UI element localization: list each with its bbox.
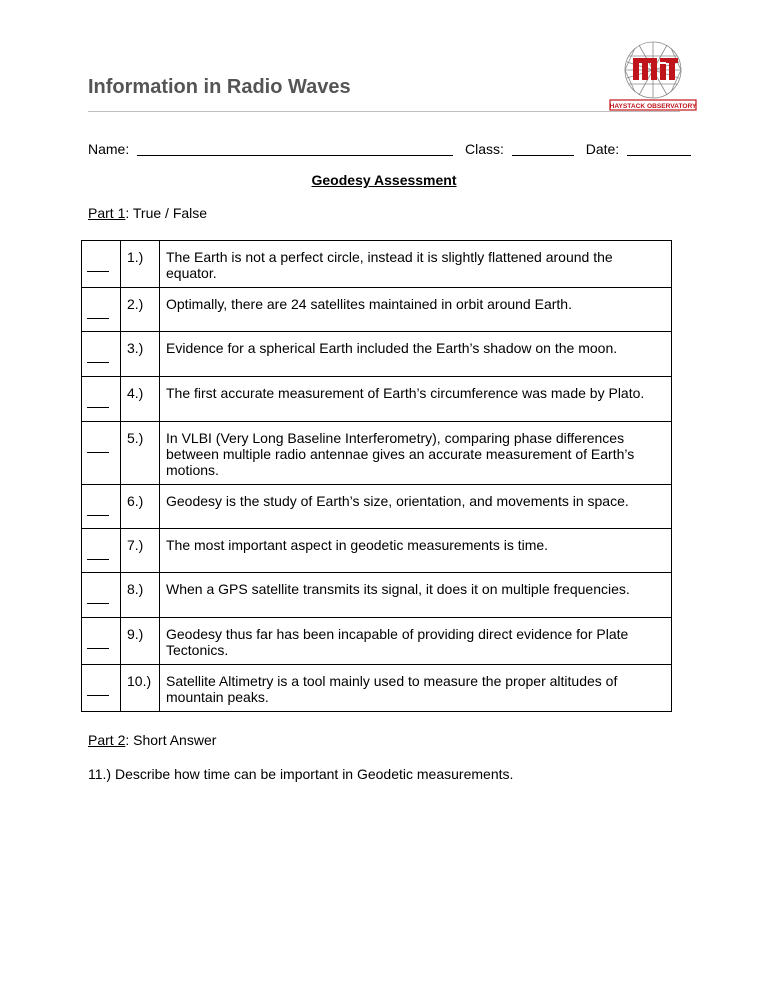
question-number: 3.) (121, 332, 160, 377)
question-number: 9.) (121, 618, 160, 665)
question-number: 8.) (121, 573, 160, 618)
question-number: 5.) (121, 422, 160, 485)
class-label: Class: (465, 141, 504, 157)
class-field[interactable] (512, 141, 574, 156)
question-text: The most important aspect in geodetic measurements is time. (160, 529, 672, 573)
question-number: 2.) (121, 288, 160, 332)
question-number: 6.) (121, 485, 160, 529)
table-row (82, 529, 672, 573)
answer-blank-cell[interactable] (82, 618, 121, 665)
table-row (82, 288, 672, 332)
table-row (82, 377, 672, 422)
question-text: Satellite Altimetry is a tool mainly used to measure the proper altitudes of mountain peaks. (160, 665, 672, 712)
question-text: Evidence for a spherical Earth included the Earth’s shadow on the moon. (160, 332, 672, 377)
question-text: The first accurate measurement of Earth’s circumference was made by Plato. (160, 377, 672, 422)
true-false-table (81, 240, 672, 712)
answer-blank[interactable] (87, 681, 109, 696)
haystack-observatory-logo (609, 40, 697, 112)
answer-blank[interactable] (87, 589, 109, 604)
header-divider (88, 111, 680, 112)
answer-blank-cell[interactable] (82, 241, 121, 288)
student-info-line (88, 141, 691, 157)
answer-blank-cell[interactable] (82, 573, 121, 618)
table-row (82, 332, 672, 377)
question-number: 1.) (121, 241, 160, 288)
table-row (82, 422, 672, 485)
answer-blank-cell[interactable] (82, 377, 121, 422)
table-row (82, 573, 672, 618)
date-label: Date: (585, 141, 620, 157)
answer-blank-cell[interactable] (82, 529, 121, 573)
answer-blank-cell[interactable] (82, 332, 121, 377)
question-text: Geodesy is the study of Earth’s size, orientation, and movements in space. (160, 485, 672, 529)
name-label: Name: (88, 141, 130, 157)
assessment-title: Geodesy Assessment (311, 172, 457, 188)
name-field[interactable] (137, 141, 453, 156)
date-field[interactable] (627, 141, 691, 156)
answer-blank[interactable] (87, 304, 109, 319)
short-answer-question-11: 11.) Describe how time can be important in Geodetic measurements. (88, 766, 514, 782)
answer-blank-cell[interactable] (82, 665, 121, 712)
answer-blank[interactable] (87, 634, 109, 649)
answer-blank[interactable] (87, 545, 109, 560)
question-text: In VLBI (Very Long Baseline Interferometry), comparing phase differences between multiple radio antennae gives an accurate measurement of Earth’s motions. (160, 422, 672, 485)
answer-blank-cell[interactable] (82, 288, 121, 332)
question-number: 10.) (121, 665, 160, 712)
question-text: When a GPS satellite transmits its signal, it does it on multiple frequencies. (160, 573, 672, 618)
part-2-heading: Part 2: Short Answer (88, 732, 217, 748)
answer-blank[interactable] (87, 348, 109, 363)
answer-blank-cell[interactable] (82, 422, 121, 485)
logo-label: HAYSTACK OBSERVATORY (609, 103, 697, 110)
table-row (82, 485, 672, 529)
question-text: Geodesy thus far has been incapable of providing direct evidence for Plate Tectonics. (160, 618, 672, 665)
question-number: 7.) (121, 529, 160, 573)
answer-blank[interactable] (87, 393, 109, 408)
table-row (82, 665, 672, 712)
answer-blank-cell[interactable] (82, 485, 121, 529)
answer-blank[interactable] (87, 257, 109, 272)
answer-blank[interactable] (87, 438, 109, 453)
page-title: Information in Radio Waves (88, 76, 351, 98)
question-text: The Earth is not a perfect circle, instead it is slightly flattened around the equator. (160, 241, 672, 288)
table-row (82, 241, 672, 288)
answer-blank[interactable] (87, 501, 109, 516)
part-1-heading: Part 1: True / False (88, 205, 208, 221)
question-number: 4.) (121, 377, 160, 422)
table-row (82, 618, 672, 665)
question-text: Optimally, there are 24 satellites maintained in orbit around Earth. (160, 288, 672, 332)
